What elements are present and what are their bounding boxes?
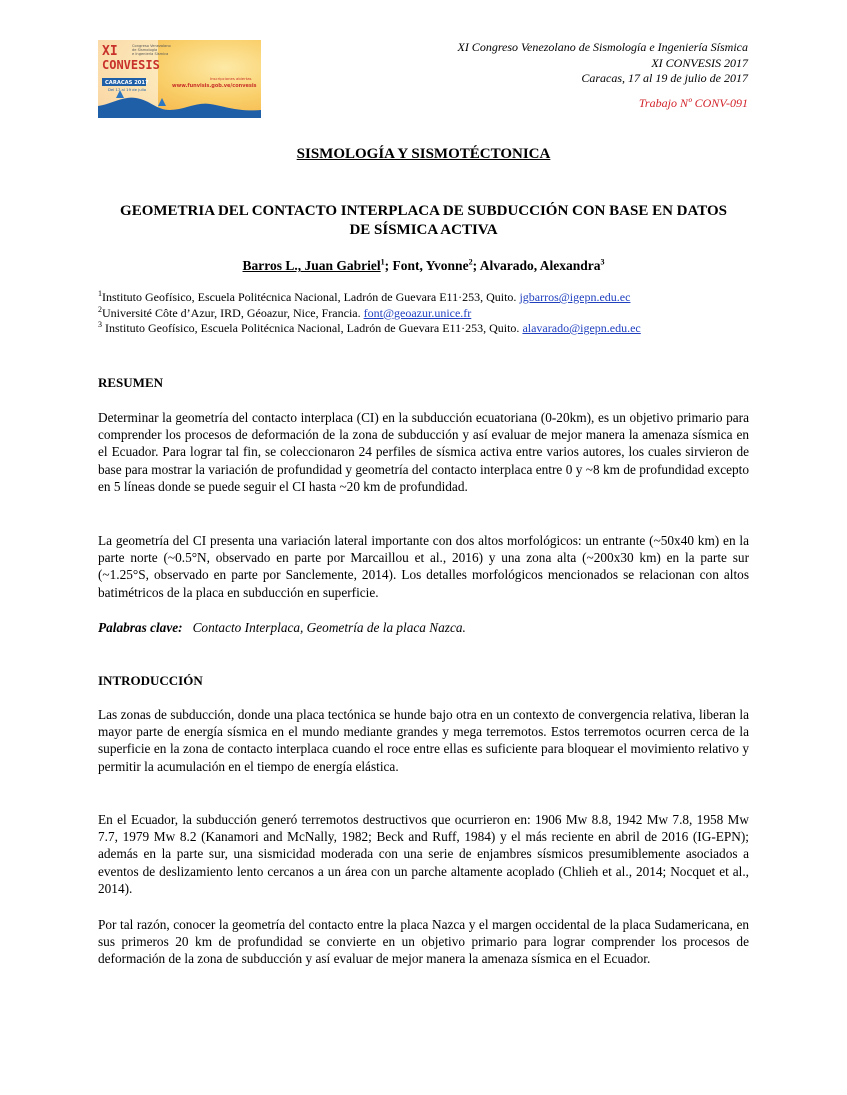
author-1-affiliation-mark: 1 [380, 257, 385, 267]
logo-subtitle-2: de Sismología [132, 48, 158, 52]
author-3: Alvarado, Alexandra [479, 258, 601, 273]
resumen-heading: RESUMEN [98, 375, 164, 390]
logo-roman-text: XI [102, 44, 118, 59]
affiliation-2 [98, 306, 641, 322]
logo-city-badge: CARACAS 2017 [105, 80, 149, 86]
introduccion-paragraph-1: Las zonas de subducción, donde una placa tectónica se hunde bajo otra en un contexto de convergencia relativa, liberan la mayor parte de energía sísmica en el mundo mediante grandes y mega terremotos. Estos terremotos ocurren cerca de la superficie en la zona de contacto interplaca cuando el roce entre ellas es suficiente para bloquear el movimiento relativo y permitir la acumulación en el tiempo de energía elástica. [98, 707, 749, 774]
keywords-label: Palabras clave [98, 620, 179, 635]
author-separator: ; [384, 258, 393, 273]
convesis-logo-graphic [98, 40, 261, 118]
affiliation-3-mark: 3 [98, 320, 102, 329]
logo-subtitle-3: e Ingeniería Sísmica [132, 52, 169, 56]
affiliation-3-email-link[interactable]: alavarado@igepn.edu.ec [522, 321, 641, 335]
conference-line-1: XI Congreso Venezolano de Sismología e Ingeniería Sísmica [457, 40, 748, 54]
section-title: SISMOLOGÍA Y SISMOTÉCTONICA [296, 146, 551, 162]
paper-title: GEOMETRIA DEL CONTACTO INTERPLACA DE SUBDUCCIÓN CON BASE EN DATOS DE SÍSMICA ACTIVA [120, 203, 727, 238]
logo-registration: Inscripciones abiertas [210, 76, 252, 81]
affiliation-3 [98, 321, 641, 337]
affiliation-2-email-link[interactable]: font@geoazur.unice.fr [363, 305, 472, 320]
keywords-colon: : [178, 620, 183, 635]
affiliation-2-text: Université Côte d’Azur, IRD, Géoazur, Nice, Francia. [102, 305, 364, 320]
resumen-paragraph-2: La geometría del CI presenta una variación lateral importante con dos altos morfológicos: un entrante (~50x40 km) en la parte norte (~0.5°N, observado en parte por Marcaillou et al., 2016) y una zona alta (~200x30 km) en la parte sur (~1.25°S, observado en parte por Sanclemente, 2014). Los detalles morfológicos mencionados se relacionan con altos batimétricos de la placa en subducción en superficie. [98, 533, 749, 600]
conference-line-3: Caracas, 17 al 19 de julio de 2017 [581, 71, 748, 85]
affiliation-1-email-link[interactable]: jgbarros@igepn.edu.ec [519, 290, 631, 304]
resumen-paragraph-1: Determinar la geometría del contacto interplaca (CI) en la subducción ecuatoriana (0-20km), es un objetivo primario para comprender los procesos de deformación de la zona de subducción y así evaluar de mejor manera la amenaza sísmica en el Ecuador. Para lograr tal fin, se coleccionaron 24 perfiles de sísmica activa entre varios autores, los cuales sirvieron de base para mostrar la variación de profundidad y geometría del contacto interplaca entre 0 y ~8 km de profundidad excepto en 5 líneas donde se puede seguir el CI hasta ~20 km de profundidad. [98, 410, 749, 494]
introduccion-heading: INTRODUCCIÓN [98, 673, 203, 688]
author-separator: ; [472, 258, 480, 273]
introduccion-paragraph-2: En el Ecuador, la subducción generó terremotos destructivos que ocurrieron en: 1906 Mw 8.8, 1942 Mw 7.8, 1958 Mw 7.7, 1979 Mw 8.2 (Kanamori and McNally, 1982; Beck and Ruff, 1984) y el más reciente en abril de 2016 (IG-EPN); además en la parte sur, una sismicidad moderada con una serie de enjambres sísmicos presumiblemente asociados a eventos de deslizamiento lento cercanos a un área con un parche altamente acoplado (Chlieh et al., 2014; Nocquet et al., 2014). [98, 812, 749, 896]
affiliation-2-mark: 2 [98, 304, 102, 314]
keywords-text: Contacto Interplaca, Geometría de la placa Nazca. [192, 620, 466, 635]
logo-dates: Del 17 al 19 de julio [108, 87, 147, 92]
affiliation-1 [98, 290, 641, 306]
affiliation-1-mark: 1 [98, 289, 102, 298]
keywords [98, 620, 466, 636]
author-2-affiliation-mark: 2 [468, 257, 473, 267]
conference-header [457, 40, 748, 87]
introduccion-paragraph-3: Por tal razón, conocer la geometría del contacto entre la placa Nazca y el margen occidental de la placa Sudamericana, en sus primeros 20 km de profundidad se convierte en un objetivo primario para lograr comprender los procesos de deformación de la zona de subducción y así evaluar de mejor manera la amenaza sísmica en el Ecuador. [98, 917, 749, 967]
author-3-affiliation-mark: 3 [600, 257, 605, 267]
paper-id: Trabajo Nº CONV-091 [638, 96, 748, 110]
convesis-logo [98, 40, 261, 118]
affiliation-1-text: Instituto Geofísico, Escuela Politécnica Nacional, Ladrón de Guevara E11·253, Quito. [102, 290, 520, 304]
affiliation-3-text: Instituto Geofísico, Escuela Politécnica Nacional, Ladrón de Guevara E11·253, Quito. [102, 321, 523, 335]
logo-name-text: CONVESIS [102, 58, 160, 72]
author-1: Barros L., Juan Gabriel [242, 258, 381, 273]
logo-url: www.funvisis.gob.ve/convesis [172, 83, 257, 89]
author-2: Font, Yvonne [392, 258, 469, 273]
author-list [0, 258, 847, 274]
affiliations [98, 290, 641, 337]
conference-line-2: XI CONVESIS 2017 [651, 55, 748, 70]
logo-subtitle-1: Congreso Venezolano [132, 44, 171, 48]
